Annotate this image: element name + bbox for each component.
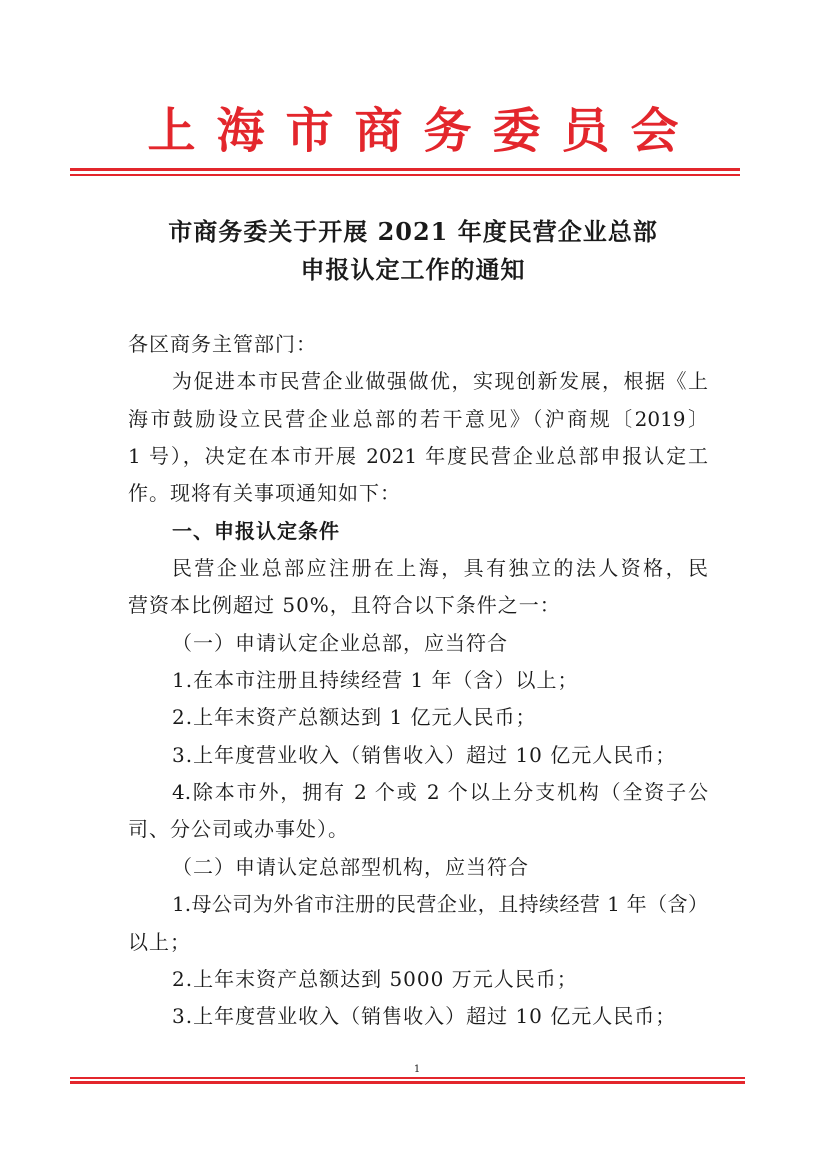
footer-rule-thick xyxy=(70,1081,745,1084)
letterhead-rule-thick xyxy=(70,168,740,171)
section-paragraph-line: 民营企业总部应注册在上海，具有独立的法人资格，民 xyxy=(172,556,708,581)
subsection-heading: （二）申请认定总部型机构，应当符合 xyxy=(172,854,529,879)
intro-paragraph-line: 为促进本市民营企业做强做优，实现创新发展，根据《上 xyxy=(172,369,708,394)
salutation: 各区商务主管部门： xyxy=(128,332,317,356)
condition-item: 3.上年度营业收入（销售收入）超过 10 亿元人民币； xyxy=(172,1004,677,1029)
section-paragraph-line: 营资本比例超过 50%，且符合以下条件之一： xyxy=(128,593,561,618)
letterhead-rule-thin xyxy=(70,174,740,176)
condition-item: 1.在本市注册且持续经营 1 年（含）以上； xyxy=(172,668,579,693)
subsection-heading: （一）申请认定企业总部，应当符合 xyxy=(172,630,508,655)
page-number: 1 xyxy=(413,1064,421,1075)
intro-paragraph-line: 海市鼓励设立民营企业总部的若干意见》（沪商规〔2019〕 xyxy=(128,406,708,431)
intro-paragraph-line: 作。现将有关事项通知如下： xyxy=(128,481,401,506)
condition-item: 2.上年末资产总额达到 5000 万元人民币； xyxy=(172,966,578,991)
footer-rule-thin xyxy=(70,1077,745,1079)
condition-item-continuation: 以上； xyxy=(128,929,191,954)
letterhead-org-name: 上海市商务委员会 xyxy=(147,103,700,159)
intro-paragraph-line: 1 号），决定在本市开展 2021 年度民营企业总部申报认定工 xyxy=(128,444,708,469)
document-body xyxy=(128,326,708,1036)
condition-item: 2.上年末资产总额达到 1 亿元人民币； xyxy=(172,705,537,730)
document-title-line-2: 申报认定工作的通知 xyxy=(300,255,526,284)
document-title-line-1: 市商务委关于开展 2021 年度民营企业总部 xyxy=(168,217,658,246)
condition-item-continuation: 司、分公司或办事处）。 xyxy=(128,817,349,842)
condition-item: 3.上年度营业收入（销售收入）超过 10 亿元人民币； xyxy=(172,742,677,767)
condition-item: 1.母公司为外省市注册的民营企业，且持续经营 1 年（含） xyxy=(172,892,708,917)
condition-item: 4.除本市外，拥有 2 个或 2 个以上分支机构（全资子公 xyxy=(172,780,708,805)
section-heading: 一、申报认定条件 xyxy=(172,518,340,543)
